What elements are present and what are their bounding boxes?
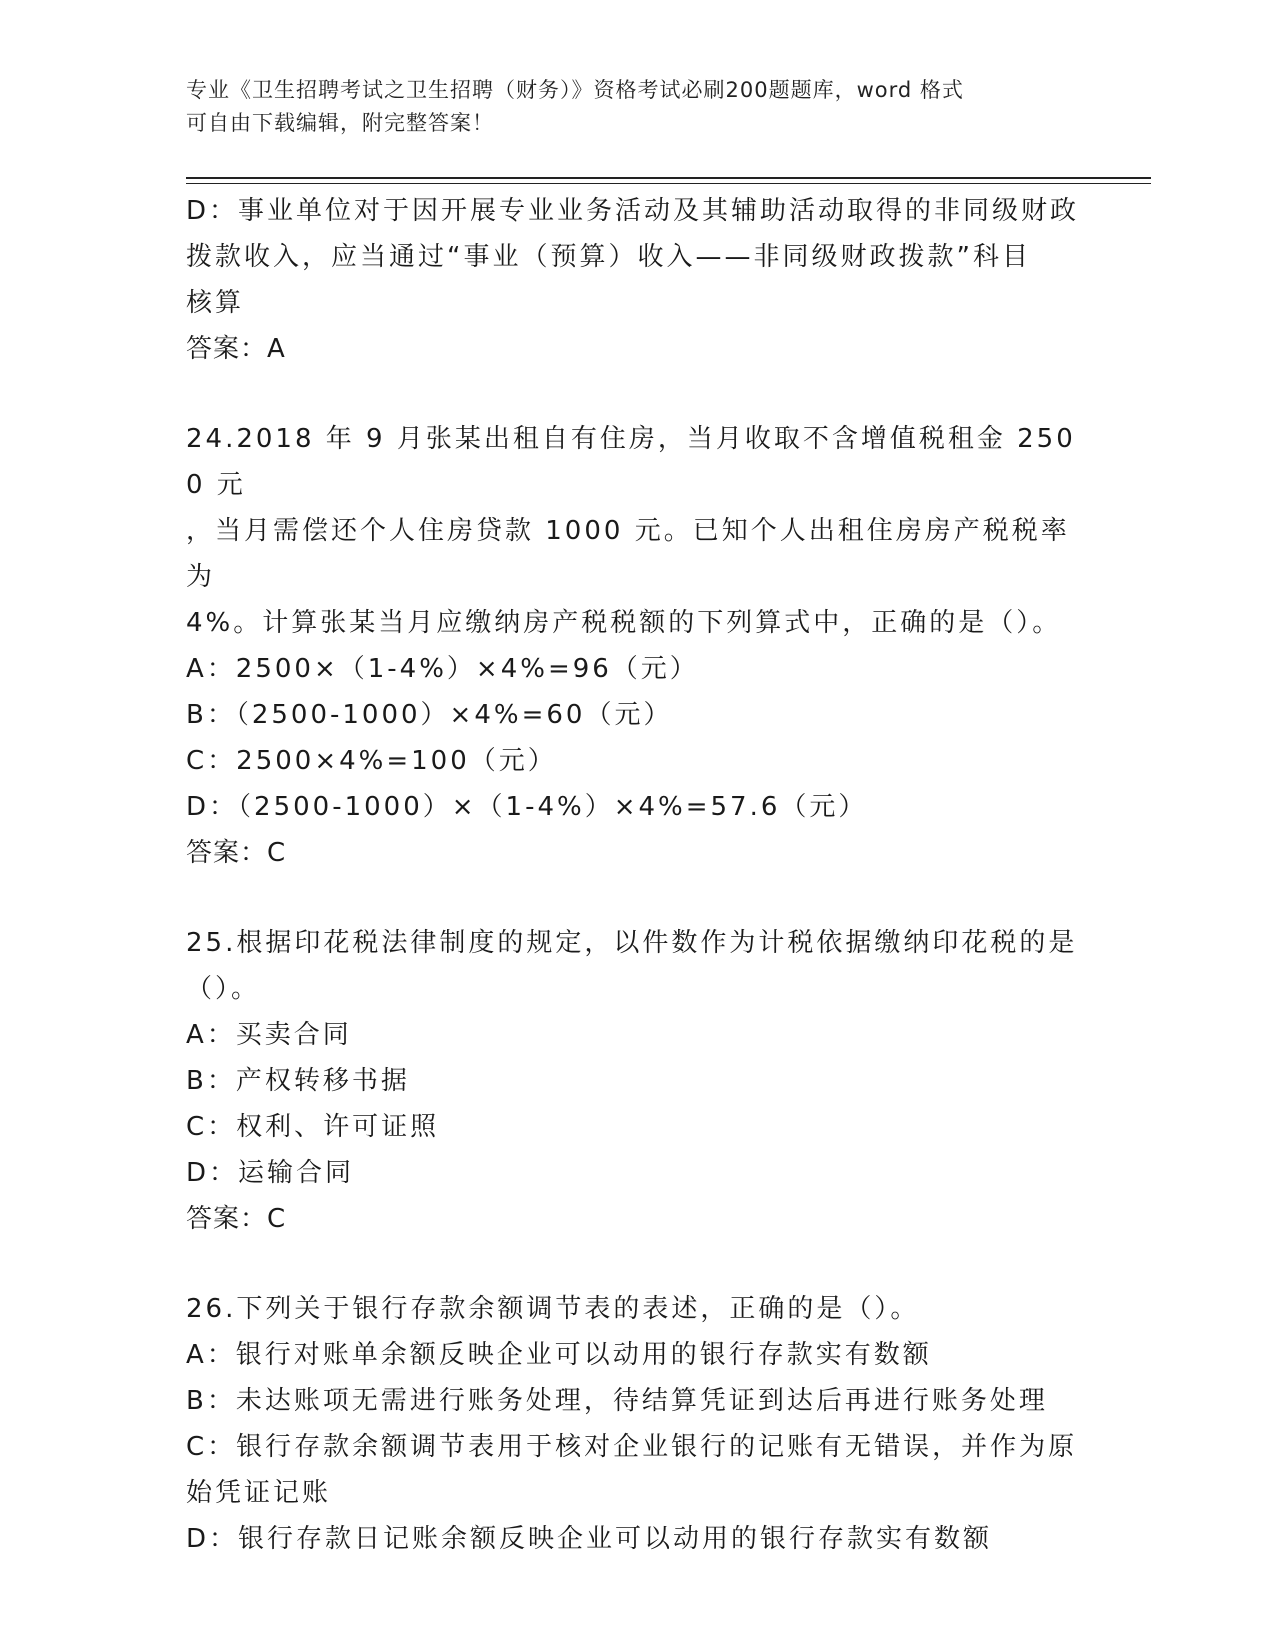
q26-option-b: B：未达账项无需进行账务处理，待结算凭证到达后再进行账务处理	[186, 1386, 1048, 1416]
q24-stem-line-1: 24.2018 年 9 月张某出租自有住房，当月收取不含增值税租金 2500 元	[186, 424, 1076, 500]
q26-option-c-line-1: C：银行存款余额调节表用于核对企业银行的记账有无错误，并作为原	[186, 1432, 1078, 1462]
q26-option-c-line-2: 始凭证记账	[186, 1478, 332, 1508]
q25-option-b: B：产权转移书据	[186, 1066, 410, 1096]
q25-option-c: C：权利、许可证照	[186, 1112, 440, 1142]
q23-option-d-line-3: 核算	[186, 288, 245, 318]
q25-option-a: A：买卖合同	[186, 1020, 352, 1050]
question-content	[186, 188, 1086, 1562]
q23-option-d-line-1: D：事业单位对于因开展专业业务活动及其辅助活动取得的非同级财政	[186, 196, 1080, 226]
q24-option-c: C：2500×4%=100（元）	[186, 746, 557, 776]
q23-answer: 答案：A	[186, 334, 286, 364]
header-rule-thick	[186, 177, 1151, 179]
q24-option-b: B：（2500-1000）×4%=60（元）	[186, 700, 673, 730]
header-title-line-1: 专业《卫生招聘考试之卫生招聘（财务）》资格考试必刷200题题库，word 格式	[186, 78, 964, 102]
question-24	[186, 416, 1086, 876]
header-title-line-2: 可自由下载编辑，附完整答案！	[186, 111, 494, 135]
question-23-tail	[186, 188, 1086, 372]
spacer	[186, 876, 1086, 920]
header-rule-thin	[186, 183, 1151, 184]
spacer	[186, 1242, 1086, 1286]
question-26	[186, 1286, 1086, 1562]
q24-stem-line-3: 4%。计算张某当月应缴纳房产税税额的下列算式中，正确的是（）。	[186, 608, 1062, 638]
question-25	[186, 920, 1086, 1242]
q26-stem-line-1: 26.下列关于银行存款余额调节表的表述，正确的是（）。	[186, 1294, 920, 1324]
q25-answer: 答案：C	[186, 1204, 287, 1234]
q25-stem-line-1: 25.根据印花税法律制度的规定，以件数作为计税依据缴纳印花税的是	[186, 928, 1078, 958]
page-header	[186, 74, 1066, 140]
q23-option-d-line-2: 拨款收入，应当通过“事业（预算）收入——非同级财政拨款”科目	[186, 242, 1031, 272]
spacer	[186, 372, 1086, 416]
q24-answer: 答案：C	[186, 838, 287, 868]
q25-option-d: D：运输合同	[186, 1158, 355, 1188]
q24-option-a: A：2500×（1-4%）×4%=96（元）	[186, 654, 699, 684]
q26-option-d: D：银行存款日记账余额反映企业可以动用的银行存款实有数额	[186, 1524, 993, 1554]
q26-option-a: A：银行对账单余额反映企业可以动用的银行存款实有数额	[186, 1340, 932, 1370]
q24-option-d: D：（2500-1000）×（1-4%）×4%=57.6（元）	[186, 792, 868, 822]
q24-stem-line-2: ，当月需偿还个人住房贷款 1000 元。已知个人出租住房房产税税率为	[186, 516, 1070, 592]
q25-stem-line-2: （）。	[186, 974, 261, 1004]
